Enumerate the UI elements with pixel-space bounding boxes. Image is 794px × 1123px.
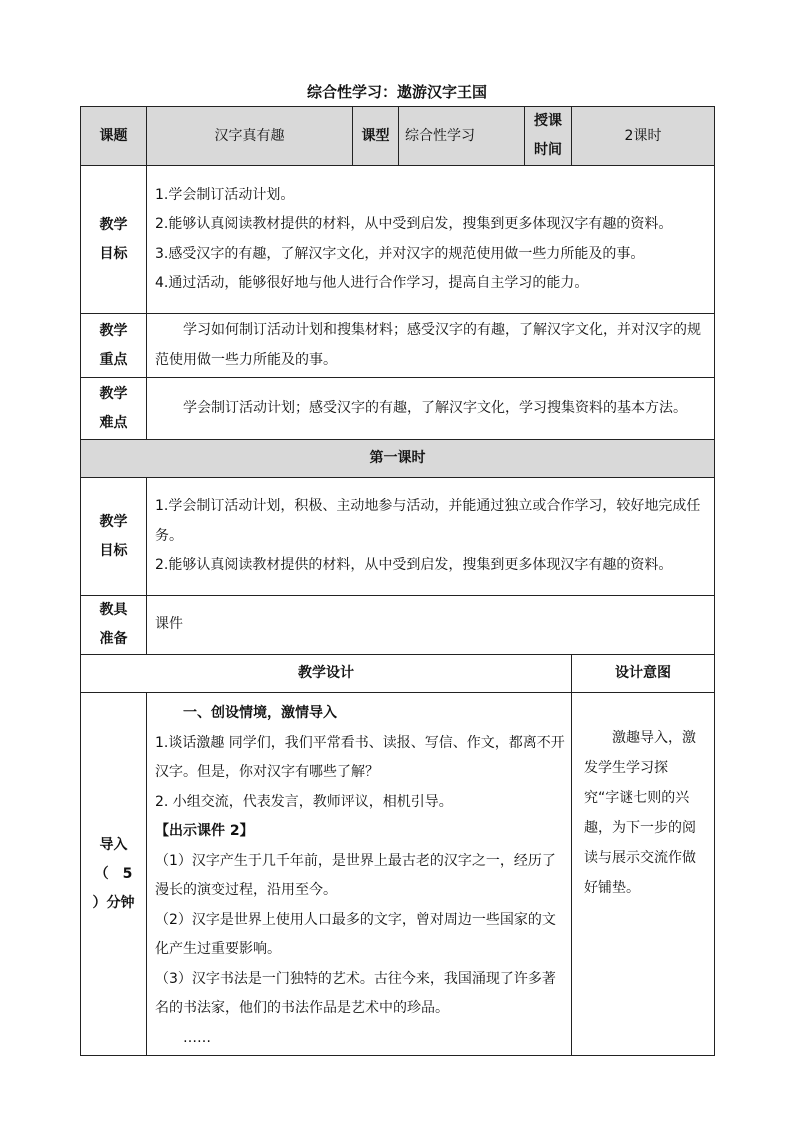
- difficulties-label: [81, 378, 147, 440]
- hours-label-line2: 时间: [534, 142, 562, 158]
- design-header-row: [81, 655, 715, 693]
- topic-label: 课题: [81, 107, 147, 166]
- materials-row: [81, 596, 715, 655]
- hours-label-line1: 授课: [534, 113, 562, 129]
- lesson1-goals-row: [81, 478, 715, 596]
- type-label: 课型: [353, 107, 399, 166]
- lesson1-goals-label-line1: 教学: [99, 513, 128, 530]
- intro-label-line3: ）分钟: [92, 894, 135, 911]
- courseware-tag: 【出示课件 2】: [155, 823, 254, 839]
- difficulties-label-line1: 教学: [99, 385, 128, 402]
- lesson-plan-table: [80, 106, 715, 1056]
- type-value: 综合性学习: [399, 107, 525, 166]
- goals-row: [81, 166, 715, 314]
- hours-label: [525, 107, 572, 166]
- lesson1-goal-item: 1.学会制订活动计划，积极、主动地参与活动，并能通过独立或合作学习，较好地完成任务。: [155, 498, 701, 544]
- section-row: [81, 440, 715, 478]
- intro-paragraph: 1.谈话激趣 同学们，我们平常看书、读报、写信、作文，都离不开汉字。但是，你对汉字有哪些了解？: [155, 734, 565, 780]
- intro-label: [81, 693, 147, 1056]
- lesson1-goals-label-line2: 目标: [99, 542, 128, 559]
- goal-item: 3.感受汉字的有趣，了解汉字文化，并对汉字的规范使用做一些力所能及的事。: [155, 245, 645, 262]
- hours-value: 2课时: [572, 107, 715, 166]
- design-header-left: 教学设计: [81, 655, 572, 693]
- section-title: 第一课时: [81, 440, 715, 478]
- key-points-label-line1: 教学: [99, 322, 128, 339]
- design-header-right: 设计意图: [572, 655, 715, 693]
- intro-paragraph: （3）汉字书法是一门独特的艺术。古往今来，我国涌现了许多著名的书法家，他们的书法作品是艺术中的珍品。: [155, 970, 556, 1016]
- materials-label-line1: 教具: [99, 602, 128, 618]
- difficulties-label-line2: 难点: [99, 414, 128, 431]
- goal-item: 1.学会制订活动计划。: [155, 186, 295, 203]
- goals-label-line1: 教学: [99, 216, 128, 233]
- intro-heading: 一、创设情境，激情导入: [183, 705, 337, 721]
- intro-ellipsis: ……: [183, 1029, 211, 1046]
- difficulties-row: [81, 378, 715, 440]
- goals-label: [81, 166, 147, 314]
- intro-row: [81, 693, 715, 1056]
- topic-value: 汉字真有趣: [147, 107, 353, 166]
- intro-label-line1: 导入: [99, 836, 128, 853]
- intro-paragraph: （1）汉字产生于几千年前，是世界上最古老的汉字之一，经历了漫长的演变过程，沿用至今。: [155, 852, 556, 898]
- materials-value: 课件: [147, 596, 715, 655]
- materials-label-line2: 准备: [99, 631, 128, 647]
- lesson1-goal-item: 2.能够认真阅读教材提供的材料，从中受到启发，搜集到更多体现汉字有趣的资料。: [155, 557, 673, 574]
- intro-paragraph: 2. 小组交流，代表发言，教师评议，相机引导。: [155, 793, 453, 810]
- goals-content: [147, 166, 715, 314]
- intro-content: [147, 693, 572, 1056]
- lesson1-goals-content: [147, 478, 715, 596]
- key-points-text: 学习如何制订活动计划和搜集材料；感受汉字的有趣，了解汉字文化，并对汉字的规范使用做一些力所能及的事。: [147, 314, 715, 378]
- intro-paragraph: （2）汉字是世界上使用人口最多的文字，曾对周边一些国家的文化产生过重要影响。: [155, 911, 556, 957]
- goals-label-line2: 目标: [99, 245, 128, 262]
- goal-item: 2.能够认真阅读教材提供的材料，从中受到启发，搜集到更多体现汉字有趣的资料。: [155, 216, 673, 232]
- key-points-label-line2: 重点: [99, 351, 128, 368]
- intro-intent: 激趣导入，激发学生学习探究“字谜七则的兴趣，为下一步的阅读与展示交流作做好铺垫。: [572, 693, 715, 1056]
- key-points-label: [81, 314, 147, 378]
- materials-label: [81, 596, 147, 655]
- key-points-row: [81, 314, 715, 378]
- lesson1-goals-label: [81, 478, 147, 596]
- goal-item: 4.通过活动，能够很好地与他人进行合作学习，提高自主学习的能力。: [155, 275, 589, 291]
- document-title: 综合性学习：遨游汉字王国: [306, 83, 487, 101]
- intro-label-line2: （ 5: [94, 865, 133, 882]
- difficulties-text: 学会制订活动计划；感受汉字的有趣，了解汉字文化，学习搜集资料的基本方法。: [147, 378, 715, 440]
- header-row: [81, 107, 715, 166]
